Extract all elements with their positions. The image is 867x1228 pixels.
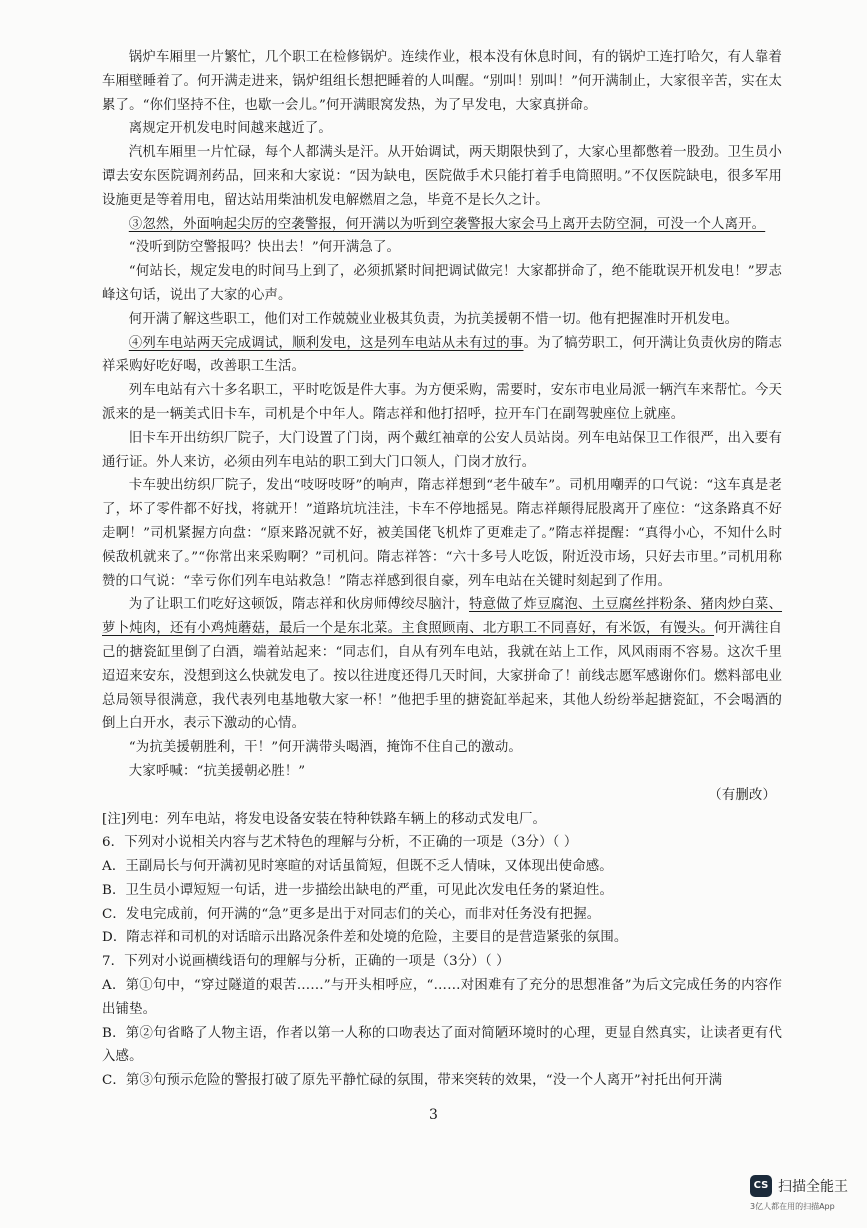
page-number: 3 [429,1107,438,1123]
story-paragraph: 列车电站有六十多名职工，平时吃饭是件大事。为方便采购，需要时，安东市电业局派一辆汽车来帮忙。今天派来的是一辆美式旧卡车，司机是个中年人。隋志祥和他打招呼，拉开车门在副驾驶座位上就座。 [102,383,782,422]
question-stem: 6．下列对小说相关内容与艺术特色的理解与分析，不正确的一项是（3分）（ ） [102,835,578,851]
answer-option: B．卫生员小谭短短一句话，进一步描绘出缺电的严重，可见此次发电任务的紧迫性。 [102,882,613,898]
answer-option: C．发电完成前，何开满的“急”更多是出于对同志们的关心，而非对任务没有把握。 [102,906,601,922]
story-paragraph: 大家呼喊：“抗美援朝必胜！” [128,763,306,779]
answer-option: C．第③句预示危险的警报打破了原先平静忙碌的氛围，带来突转的效果，“没一个人离开”衬托出何开满 [102,1073,723,1089]
scanner-app-tagline: 3亿人都在用的扫描App [750,1202,835,1211]
story-paragraph: 离规定开机发电时间越来越近了。 [128,121,332,137]
answer-option: A．第①句中，“穿过隧道的艰苦……”与开头相呼应，“……对困难有了充分的思想准备”为后文完成任务的内容作出铺垫。 [102,978,782,1017]
answer-option: B．第②句省略了人物主语，作者以第一人称的口吻表达了面对简陋环境时的心理，更显自然真实，让读者更有代入感。 [102,1025,782,1065]
paragraph-text: 。为了犒劳职工，何开满让负责伙房的隋志祥采购好吃好喝，改善职工生活。 [102,335,782,375]
source-note: （有删改） [708,787,776,803]
scanner-app-name: 扫描全能王 [778,1179,848,1195]
story-paragraph [102,593,782,736]
answer-option: A．王副局长与何开满初见时寒暄的对话虽简短，但既不乏人情味，又体现出使命感。 [102,859,613,875]
story-paragraph: “何站长，规定发电的时间马上到了，必须抓紧时间把调试做完！大家都拼命了，绝不能耽误开机发电！”罗志峰这句话，说出了大家的心声。 [102,264,782,303]
answer-option: D．隋志祥和司机的对话暗示出路况条件差和处境的危险，主要目的是营造紧张的氛围。 [102,930,628,946]
underlined-sentence: 特意做了炸豆腐泡、土豆腐丝拌粉条、猪肉炒白菜、萝卜炖肉，还有小鸡炖蘑菇，最后一个是东北菜。主食照顾南、北方职工不同喜好，有米饭，有馒头。 [102,597,783,637]
story-paragraph [102,332,782,380]
question-list [102,831,782,1093]
story-paragraph: 锅炉车厢里一片繁忙，几个职工在检修锅炉。连续作业，根本没有休息时间，有的锅炉工连打哈欠，有人靠着车厢壁睡着了。何开满走进来，锅炉组组长想把睡着的人叫醒。“别叫！别叫！”何开满制止，大家很辛苦，实在太累了。“你们坚持不住，也歇一会儿。”何开满眼窝发热，为了早发电，大家真拼命。 [102,50,782,113]
question-stem: 7．下列对小说画横线语句的理解与分析，正确的一项是（3分）（ ） [102,954,510,970]
story-paragraph: 旧卡车开出纺织厂院子，大门设置了门岗，两个戴红袖章的公安人员站岗。列车电站保卫工作很严，出入要有通行证。外人来访，必须由列车电站的职工到大门口领人，门岗才放行。 [102,430,782,470]
scanner-watermark [750,1175,862,1223]
camscanner-logo-icon: CS [750,1175,772,1197]
paragraph-text: 为了让职工们吃好这顿饭，隋志祥和伙房师傅绞尽脑汁， [128,597,470,613]
story-paragraph: “没听到防空警报吗？快出去！”何开满急了。 [128,240,401,256]
annotation-note: [注]列电：列车电站，将发电设备安装在特种铁路车辆上的移动式发电厂。 [102,811,547,827]
story-text [102,46,782,784]
story-paragraph: 汽机车厢里一片忙碌，每个人都满头是汗。从开始调试，两天期限快到了，大家心里都憋着一股劲。卫生员小谭去安东医院调剂药品，回来和大家说：“因为缺电，医院做手术只能打着手电筒照明。”不仅医院缺电，很多军用设施更是等着用电，留达站用柴油机发电解燃眉之急，毕竟不是长久之计。 [102,145,782,208]
story-paragraph: ③忽然，外面响起尖厉的空袭警报，何开满以为听到空袭警报大家会马上离开去防空洞，可没一个人离开。 [128,216,766,232]
story-paragraph: “为抗美援朝胜利，干！”何开满带头喝酒，掩饰不住自己的激动。 [128,740,522,756]
story-paragraph: 卡车驶出纺织厂院子，发出“吱呀吱呀”的响声，隋志祥想到“老牛破车”。司机用嘲弄的口气说：“这车真是老了，坏了零件都不好找，将就开！”道路坑坑洼洼，卡车不停地摇晃。隋志祥颠得屁股离开了座位：“这条路真不好走啊！”司机紧握方向盘：“原来路况就不好，被美国佬飞机炸了更难走了。”隋志祥提醒：“真得小心，不知什么时候敌机就来了。”“你常出来采购啊？”司机问。隋志祥答：“六十多号人吃饭，附近没市场，只好去市里。”司机用称赞的口气说：“幸亏你们列车电站救急！”隋志祥感到很自豪，列车电站在关键时刻起到了作用。 [102,478,782,589]
document-body [102,46,782,1093]
paragraph-text: 何开满往自己的搪瓷缸里倒了白酒，端着站起来：“同志们，自从有列车电站，我就在站上工作，风风雨雨不容易。这次千里迢迢来安东，没想到这么快就发电了。按以往进度还得几天时间，大家拼命了！前线志愿军感谢你们。燃料部电业总局领导很满意，我代表列电基地敬大家一杯！”他把手里的搪瓷缸举起来，其他人纷纷举起搪瓷缸，不会喝酒的倒上白开水，表示下激动的心情。 [102,621,783,732]
underlined-sentence: ④列车电站两天完成调试，顺利发电，这是列车电站从未有过的事 [128,335,524,351]
story-paragraph: 何开满了解这些职工，他们对工作兢兢业业极其负责，为抗美援朝不惜一切。他有把握准时开机发电。 [128,311,739,327]
